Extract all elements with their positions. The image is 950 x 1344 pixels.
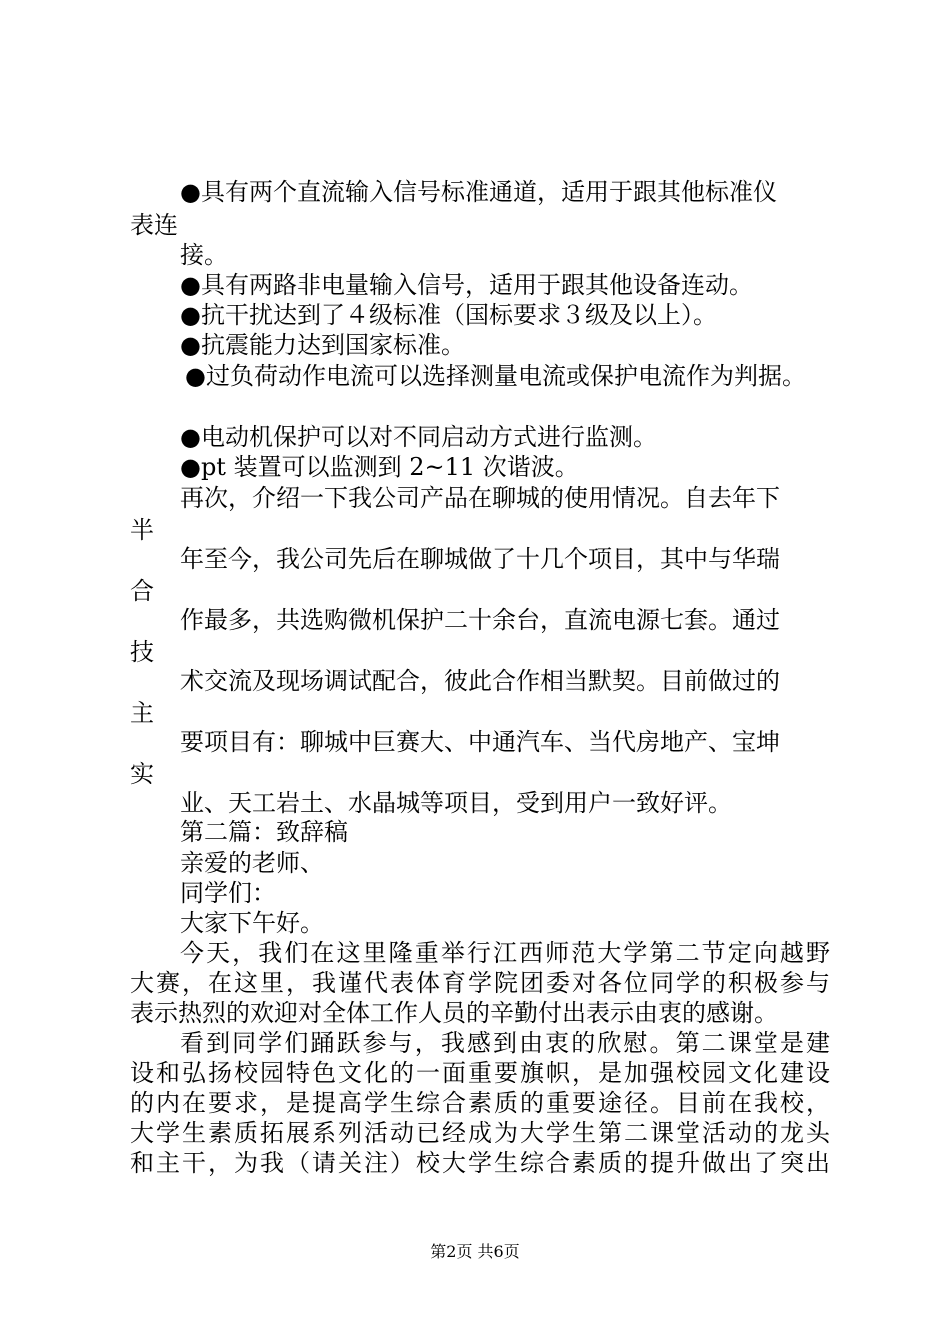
text-line: ●过负荷动作电流可以选择测量电流或保护电流作为判据。: [185, 362, 806, 390]
text-line: 作最多，共选购微机保护二十余台，直流电源七套。通过: [180, 606, 780, 634]
paragraph-line: 今天，我们在这里隆重举行江西师范大学第二节定向越野: [180, 939, 830, 967]
text-line: ●抗干扰达到了４级标准（国标要求３级及以上）。: [180, 301, 717, 329]
paragraph-line: 设和弘扬校园特色文化的一面重要旗帜，是加强校园文化建设: [130, 1059, 830, 1087]
text-line: 年至今，我公司先后在聊城做了十几个项目，其中与华瑞: [180, 545, 780, 573]
text-line: 主: [130, 699, 154, 727]
text-line: ●电动机保护可以对不同启动方式进行监测。: [180, 423, 657, 451]
text-line: 要项目有：聊城中巨赛大、中通汽车、当代房地产、宝坤: [180, 728, 780, 756]
page-footer: 第2页 共6页: [430, 1242, 520, 1261]
text-line: ●具有两路非电量输入信号，适用于跟其他设备连动。: [180, 271, 753, 299]
text-line: 半: [130, 516, 154, 544]
text-line: 亲爱的老师、: [180, 849, 324, 877]
text-line: 同学们：: [180, 879, 276, 907]
text-line: 表连: [130, 211, 178, 239]
text-line: 接。: [180, 241, 228, 269]
text-line: ●抗震能力达到国家标准。: [180, 331, 465, 359]
text-line: ●pt 装置可以监测到 2~11 次谐波。: [180, 453, 579, 481]
paragraph-line: 大学生素质拓展系列活动已经成为大学生第二课堂活动的龙头: [130, 1119, 830, 1147]
paragraph-line: 大赛，在这里，我谨代表体育学院团委对各位同学的积极参与: [130, 969, 830, 997]
text-line: 术交流及现场调试配合，彼此合作相当默契。目前做过的: [180, 667, 780, 695]
text-line: 实: [130, 760, 154, 788]
text-line: 技: [130, 638, 154, 666]
text-line: 合: [130, 577, 154, 605]
paragraph-line: 的内在要求，是提高学生综合素质的重要途径。目前在我校，: [130, 1089, 830, 1117]
section-heading: 第二篇：致辞稿: [180, 818, 348, 846]
text-line: ●具有两个直流输入信号标准通道，适用于跟其他标准仪: [180, 178, 777, 206]
text-line: 业、天工岩土、水晶城等项目，受到用户一致好评。: [180, 789, 732, 817]
text-line: 再次，介绍一下我公司产品在聊城的使用情况。自去年下: [180, 484, 780, 512]
text-line: 大家下午好。: [180, 909, 324, 937]
paragraph-line: 表示热烈的欢迎对全体工作人员的辛勤付出表示由衷的感谢。: [130, 999, 778, 1027]
paragraph-line: 和主干，为我（请关注）校大学生综合素质的提升做出了突出: [130, 1149, 830, 1177]
paragraph-line: 看到同学们踊跃参与，我感到由衷的欣慰。第二课堂是建: [180, 1029, 830, 1057]
